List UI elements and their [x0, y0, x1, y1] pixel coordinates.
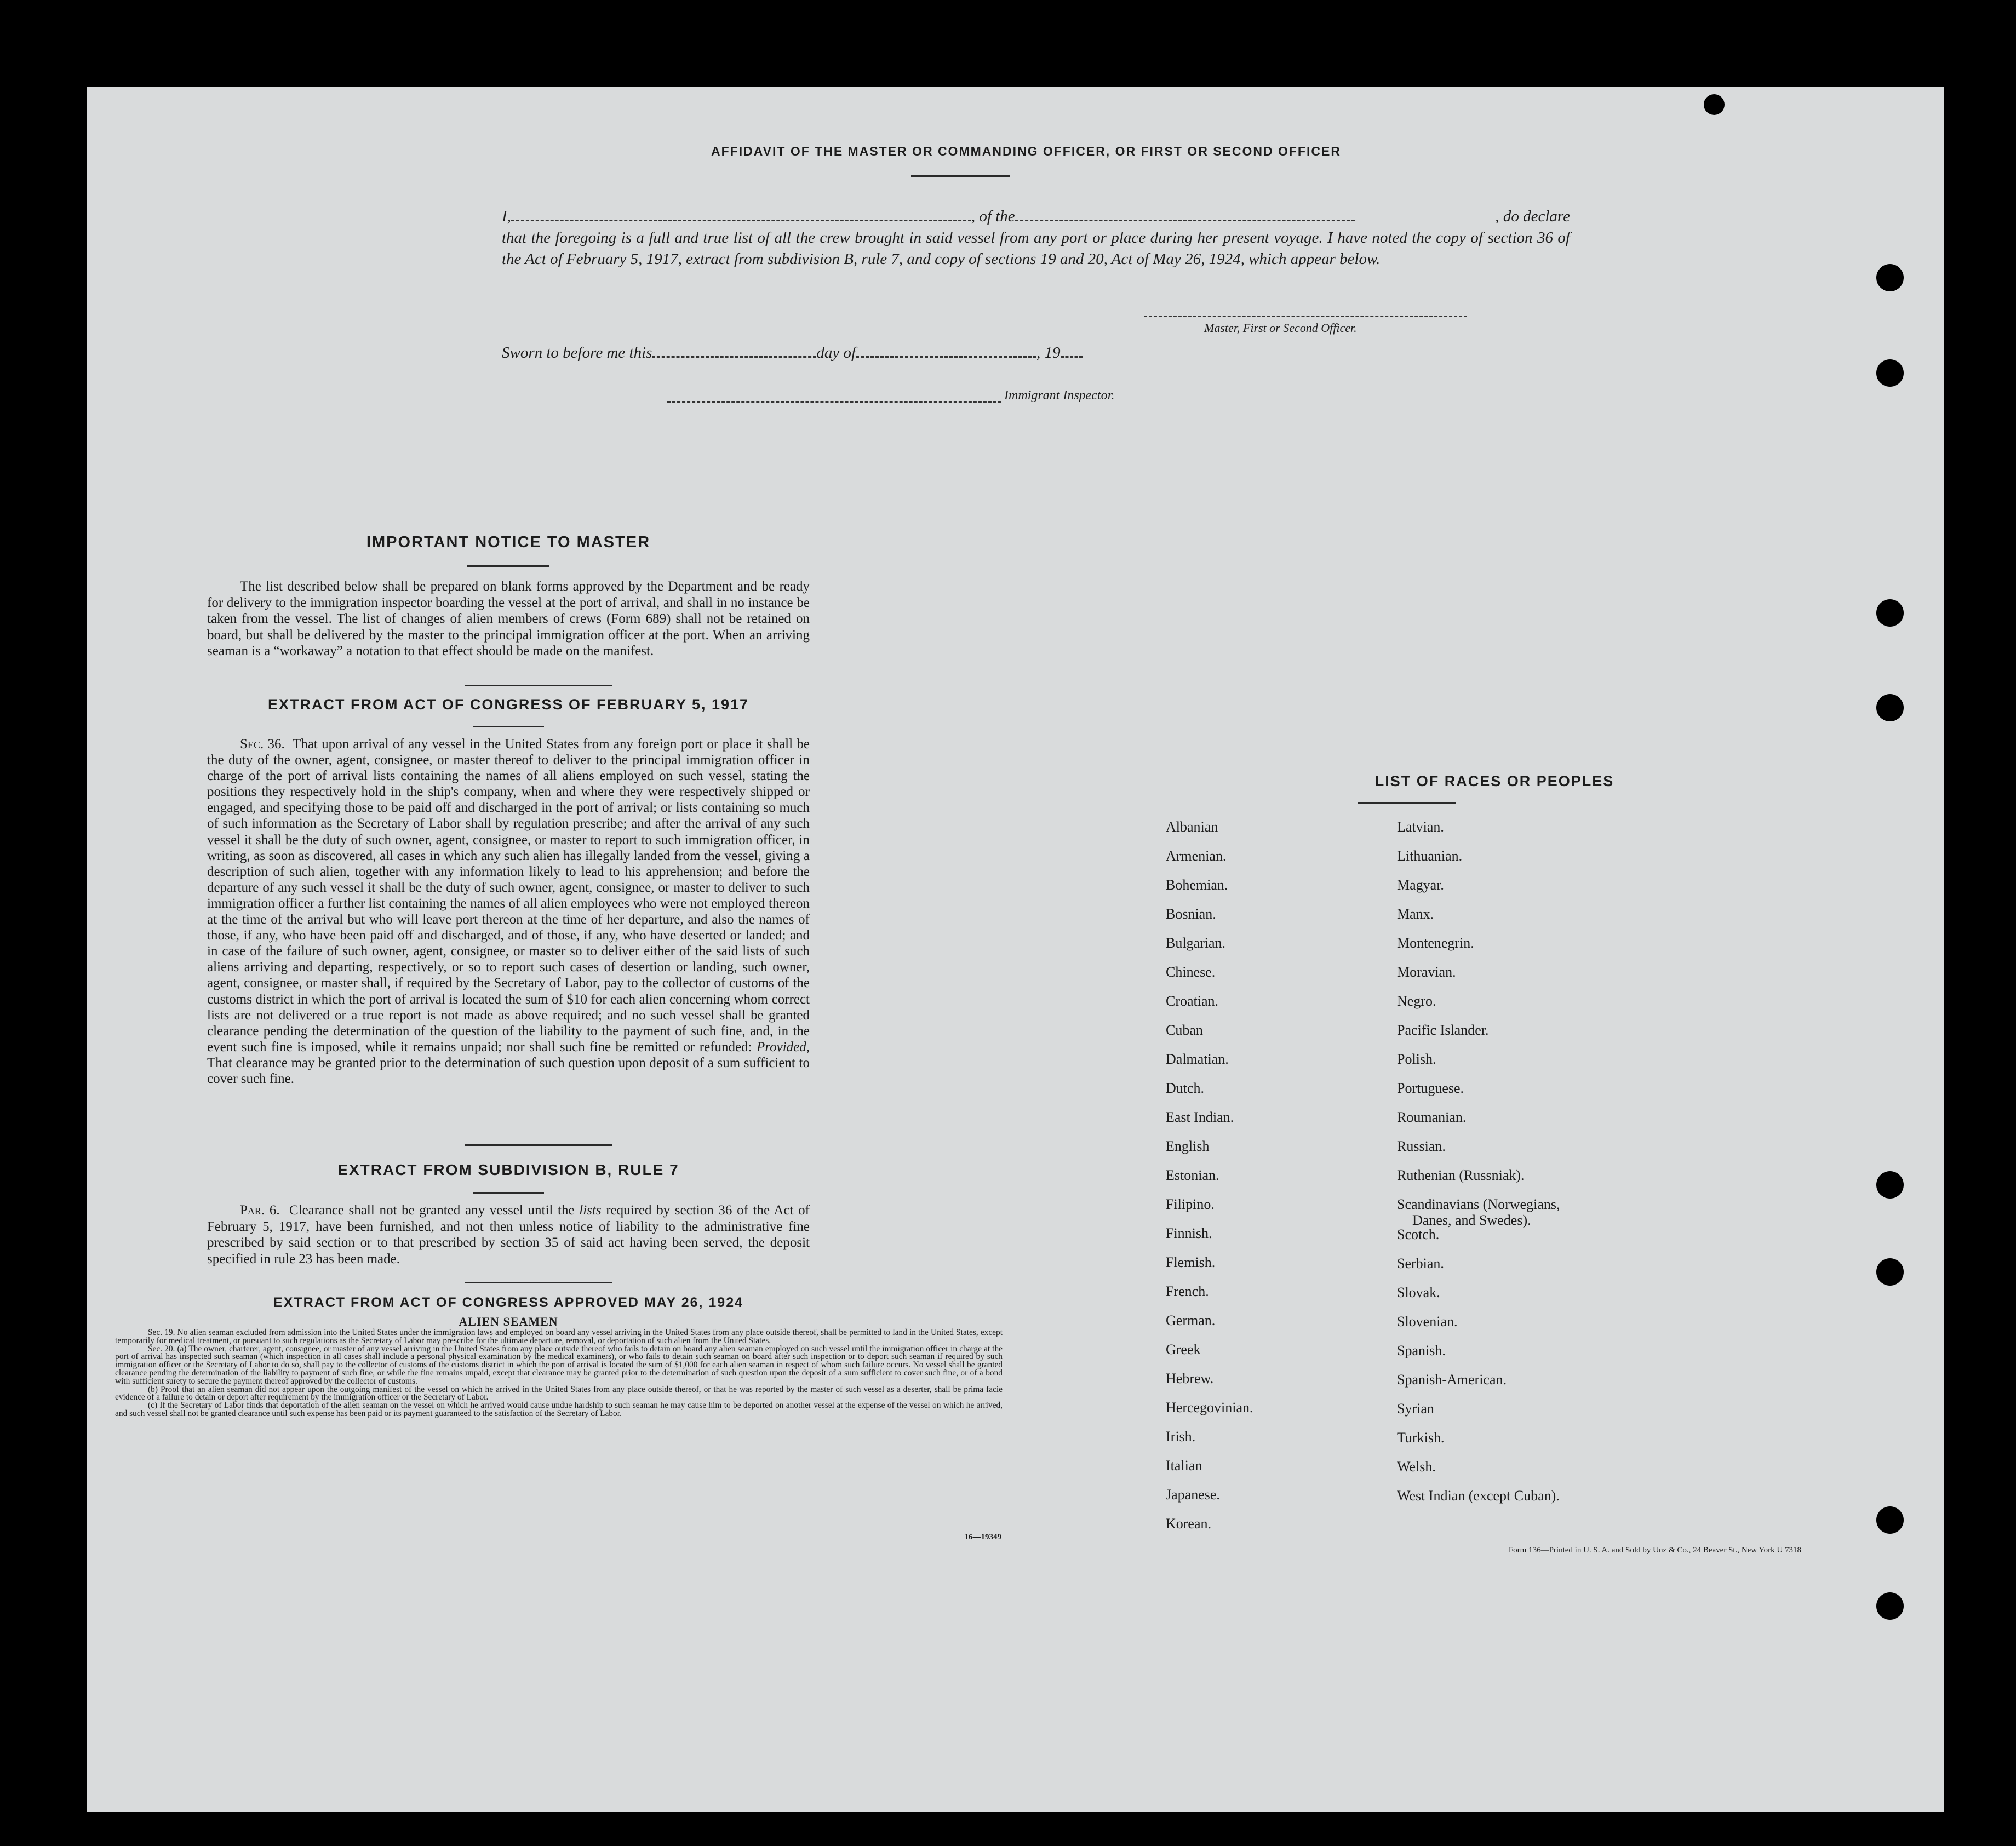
- divider: [473, 1192, 544, 1194]
- section-text: That upon arrival of any vessel in the United States from any foreign port or place it shall be the duty of the owner, agent, consignee, or master thereof to deliver to the principal immigration officer in charge of the port of arrival lists containing the names of all aliens employed on such vessel, stating the positions they respectively hold in the ship's company, when and where they were respectively shipped or engaged, and specifying those to be paid off and discharged in the port of arrival; or lists containing so much of such information as the Secretary of Labor shall by regulation prescribe; and after the arrival of any such vessel it shall be the duty of such owner, agent, consignee, or master to report to such immigration officer, in writing, as soon as discovered, all cases in which any such alien has illegally landed from the vessel, giving a description of such alien, together with any information likely to lead to his apprehension; and before the departure of any such vessel it shall be the duty of such owner, agent, consignee, or master to deliver to such immigration officer a further list containing the names of all alien employees who were not employed thereon at the time of the arrival but who will leave port thereon at the time of her departure, and also the names of those, if any, who have been paid off and discharged, and of those, if any, who have deserted or landed; and in case of the failure of such owner, agent, consignee, or master so to deliver either of the said lists of such aliens arriving and departing, respectively, or so to report such cases of desertion or landing, such owner, agent, consignee, or master shall, if required by the Secretary of Labor, pay to the collector of customs of the customs district in which the port of arrival is located the sum of $10 for each alien concerning whom correct lists are not delivered or a true report is not made as above required; and no such vessel shall be granted clearance pending the determination of the question of the liability to the payment of such fine, and, in the event such fine is imposed, while it remains unpaid; nor shall such fine be remitted or refunded:: [207, 737, 810, 1054]
- inspector-signature-line[interactable]: [667, 401, 1001, 403]
- punch-hole: [1876, 1506, 1904, 1534]
- sec20c-text: (c) If the Secretary of Labor finds that deportation of the alien seaman on the vessel on which he arrived would cause undue hardship to such seaman he may cause him to be deported on another vessel at the expense of the vessel on which he arrived, and such vessel shall not be granted clearance until such expense has been paid or its payment guaranteed to the satisfaction of the Secretary of Labor.: [115, 1401, 1003, 1418]
- paragraph-label: Par. 6.: [240, 1203, 280, 1218]
- sec19-text: Sec. 19. No alien seaman excluded from admission into the United States under the immigration laws and employed on board any vessel arriving in the United States from any place outside thereof, shall be permitted to land in the United States, except temporarily for medical treatment, or pursuant to such regulations as the Secretary of Labor may prescribe for the ultimate departure, removal, or deportation of such alien from the United States.: [115, 1328, 1003, 1345]
- form-note: Form 136—Printed in U. S. A. and Sold by Unz & Co., 24 Beaver St., New York U 7318: [1508, 1546, 1801, 1555]
- paragraph-text-a: Clearance shall not be granted any vessel until the: [289, 1203, 575, 1218]
- race-item: Pacific Islander.: [1397, 1022, 1489, 1038]
- race-item: Cuban: [1166, 1022, 1203, 1038]
- race-item: Negro.: [1397, 993, 1436, 1009]
- race-item: Russian.: [1397, 1138, 1446, 1154]
- lists-word: lists: [579, 1203, 602, 1218]
- inspector-label: Immigrant Inspector.: [1004, 388, 1115, 403]
- affidavit-of-the: , of the: [971, 208, 1015, 225]
- provided-word: Provided,: [757, 1039, 810, 1054]
- punch-hole: [1876, 694, 1904, 721]
- race-item: German.: [1166, 1312, 1216, 1328]
- extract-1924-title: EXTRACT FROM ACT OF CONGRESS APPROVED MAY 26, 1924: [273, 1295, 744, 1310]
- race-item: Turkish.: [1397, 1430, 1445, 1446]
- affidavit-do-declare: , do declare: [1495, 208, 1570, 225]
- punch-hole: [1876, 599, 1904, 627]
- race-item: Hercegovinian.: [1166, 1400, 1253, 1415]
- race-item: Spanish-American.: [1397, 1372, 1507, 1388]
- race-item: Japanese.: [1166, 1487, 1220, 1503]
- punch-hole: [1876, 264, 1904, 291]
- master-signature-line[interactable]: [1144, 316, 1467, 317]
- sworn-day-of: day of: [816, 344, 856, 362]
- name-blank[interactable]: [511, 220, 971, 221]
- sec20b-text: (b) Proof that an alien seaman did not appear upon the outgoing manifest of the vessel on which he arrived in the United States from any place outside thereof, or that he was reported by the master of such vessel as a deserter, shall be prima facie evidence of a failure to detain or deport after requirement by the immigration officer or the Secretary of Labor.: [115, 1384, 1003, 1402]
- sworn-line: [502, 344, 1083, 362]
- race-item: English: [1166, 1138, 1210, 1154]
- extract-1924-body: [115, 1329, 1003, 1418]
- race-item: Slovenian.: [1397, 1314, 1458, 1329]
- race-item: Filipino.: [1166, 1196, 1215, 1212]
- extract-1924-subtitle: ALIEN SEAMEN: [459, 1315, 558, 1328]
- affidavit-i: I,: [502, 208, 511, 225]
- race-item: West Indian (except Cuban).: [1397, 1488, 1560, 1504]
- notice-body: The list described below shall be prepared on blank forms approved by the Department and be ready for delivery to the immigration inspector boarding the vessel at the port of arrival, and shall in no instance be taken from the vessel. The list of changes of alien members of crews (Form 689) shall not be retained on board, but shall be delivered by the master to the principal immigration officer at the port. When an arriving seaman is a “workaway” a notation to that effect should be made on the manifest.: [207, 579, 810, 658]
- divider: [467, 565, 549, 567]
- race-item: Slovak.: [1397, 1285, 1440, 1300]
- punch-hole: [1876, 1171, 1904, 1199]
- divider: [1358, 802, 1456, 804]
- affidavit-line1: [502, 206, 1570, 227]
- race-item: Dalmatian.: [1166, 1051, 1229, 1067]
- affidavit-declaration: [502, 206, 1570, 270]
- punch-hole: [1876, 359, 1904, 387]
- divider: [465, 1282, 612, 1283]
- punch-hole: [1876, 1258, 1904, 1286]
- race-item: Armenian.: [1166, 848, 1227, 864]
- race-item: Ruthenian (Russniak).: [1397, 1167, 1525, 1183]
- races-title: LIST OF RACES OR PEOPLES: [1374, 773, 1614, 789]
- divider: [473, 726, 544, 727]
- race-item: Moravian.: [1397, 964, 1456, 980]
- punch-hole: [1704, 94, 1725, 115]
- race-item: Magyar.: [1397, 877, 1444, 893]
- race-item: Flemish.: [1166, 1254, 1216, 1270]
- affidavit-title: AFFIDAVIT OF THE MASTER OR COMMANDING OFFICER, OR FIRST OR SECOND OFFICER: [711, 144, 1341, 158]
- race-item: Serbian.: [1397, 1255, 1444, 1271]
- sworn-month-blank[interactable]: [856, 356, 1036, 358]
- document-page: [87, 87, 1944, 1812]
- race-item: Danes, and Swedes).: [1412, 1212, 1531, 1228]
- sec20a-text: Sec. 20. (a) The owner, charterer, agent, consignee, or master of any vessel arriving in the United States from any place outside thereof who fails to detain on board any alien seaman employed on such vessel until the immigration officer in charge at the port of arrival has inspected such seaman (which inspection in all cases shall include a personal physical examination by the medical examiners), or who fails to detain such seaman on board after such inspection or to deport such seaman if required by such immigration officer or the Secretary of Labor to do so, shall pay to the collector of customs of the customs district in which the port of arrival is located the sum of $1,000 for each alien seaman in respect of whom such failure occurs. No vessel shall be granted clearance pending the determination of the liability to payment of such fine, or while the fine remains unpaid, except that clearance may be granted prior to the determination of such question upon the deposit of a sum sufficient to cover such fine, or of a bond with sufficient surety to secure the payment thereof approved by the collector of customs.: [115, 1344, 1003, 1386]
- extract-1917-title: EXTRACT FROM ACT OF CONGRESS OF FEBRUARY 5, 1917: [267, 696, 749, 713]
- notice-title: IMPORTANT NOTICE TO MASTER: [366, 534, 651, 551]
- extract-rule7-body: [207, 1202, 810, 1267]
- race-item: Manx.: [1397, 906, 1434, 922]
- race-item: Estonian.: [1166, 1167, 1219, 1183]
- race-item: Scotch.: [1397, 1226, 1440, 1242]
- race-item: Welsh.: [1397, 1459, 1436, 1475]
- race-item: Hebrew.: [1166, 1371, 1214, 1386]
- extract-rule7-title: EXTRACT FROM SUBDIVISION B, RULE 7: [337, 1161, 679, 1178]
- race-item: Italian: [1166, 1458, 1202, 1474]
- race-item: Bosnian.: [1166, 906, 1216, 922]
- race-item: East Indian.: [1166, 1109, 1234, 1125]
- race-item: Scandinavians (Norwegians,: [1397, 1196, 1560, 1212]
- race-item: Portuguese.: [1397, 1080, 1464, 1096]
- race-item: Montenegrin.: [1397, 935, 1474, 951]
- section-text-end: That clearance may be granted prior to the determination of such question upon deposit of a sum sufficient to cover such fine.: [207, 1055, 810, 1086]
- race-item: Bohemian.: [1166, 877, 1228, 893]
- race-item: Latvian.: [1397, 819, 1444, 835]
- race-item: Chinese.: [1166, 964, 1216, 980]
- race-item: Spanish.: [1397, 1343, 1446, 1358]
- punch-hole: [1876, 1592, 1904, 1620]
- sworn-year: , 19: [1036, 344, 1061, 362]
- race-item: Bulgarian.: [1166, 935, 1226, 951]
- race-item: Irish.: [1166, 1429, 1196, 1444]
- affidavit-body: that the foregoing is a full and true list of all the crew brought in said vessel from any port or place during her present voyage. I have noted the copy of section 36 of the Act of February 5, 1917, extract from subdivision B, rule 7, and copy of sections 19 and 20, Act of May 26, 1924, which appear below.: [502, 229, 1570, 268]
- master-label: Master, First or Second Officer.: [1204, 321, 1357, 335]
- race-item: French.: [1166, 1283, 1209, 1299]
- extract-1917-body: [207, 736, 810, 1087]
- print-code: 16—19349: [964, 1533, 1001, 1541]
- race-item: Korean.: [1166, 1516, 1212, 1532]
- race-item: Lithuanian.: [1397, 848, 1463, 864]
- race-item: Roumanian.: [1397, 1109, 1467, 1125]
- section-label: Sec. 36.: [240, 737, 285, 752]
- divider: [465, 1144, 612, 1146]
- sworn-day-blank[interactable]: [652, 356, 816, 358]
- race-item: Dutch.: [1166, 1080, 1205, 1096]
- divider: [911, 175, 1010, 177]
- race-item: Albanian: [1166, 819, 1218, 835]
- race-item: Polish.: [1397, 1051, 1436, 1067]
- race-item: Greek: [1166, 1341, 1201, 1357]
- race-item: Finnish.: [1166, 1225, 1212, 1241]
- sworn-year-blank[interactable]: [1061, 356, 1083, 358]
- divider: [465, 685, 612, 686]
- race-item: Syrian: [1397, 1401, 1434, 1417]
- paragraph-text-b: required by section 36 of the Act of February 5, 1917, have been furnished, and not then unless notice of liability to the administrative fine prescribed by said section or to that prescribed by section 35 of said act having been served, the deposit specified in rule 23 has been made.: [207, 1203, 810, 1266]
- sworn-prefix: Sworn to before me this: [502, 344, 652, 362]
- race-item: Croatian.: [1166, 993, 1219, 1009]
- vessel-blank[interactable]: [1015, 220, 1355, 221]
